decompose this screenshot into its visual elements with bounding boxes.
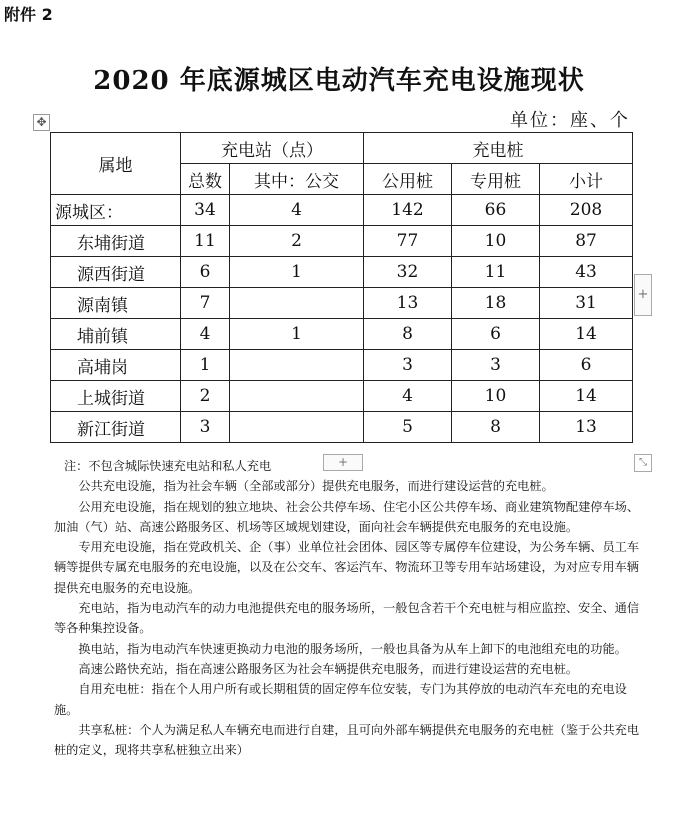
- row-public: 13: [364, 288, 452, 319]
- row-bus: [230, 381, 364, 412]
- row-public: 3: [364, 350, 452, 381]
- note-paragraph: 换电站，指为电动汽车快速更换动力电池的服务场所，一般也具备为从车上卸下的电池组充电的功能。: [78, 641, 627, 656]
- row-total: 34: [181, 195, 230, 226]
- row-bus: [230, 350, 364, 381]
- table-row: [51, 226, 633, 257]
- row-total: 7: [181, 288, 230, 319]
- row-bus: 1: [230, 257, 364, 288]
- header-stations-group: 充电站（点）: [181, 133, 364, 164]
- row-bus: [230, 412, 364, 443]
- document-title: 2020 年底源城区电动汽车充电设施现状: [93, 66, 585, 96]
- row-area: 新江街道: [51, 412, 181, 443]
- note-paragraph: 注：不包含城际快速充电站和私人充电: [64, 459, 272, 473]
- note-paragraph: 共享私桩：个人为满足私人车辆充电而进行自建，且可向外部车辆提供充电服务的充电桩（鉴于公共充电桩的定义，现将共享私桩独立出来）: [54, 722, 640, 758]
- row-total: 2: [181, 381, 230, 412]
- table-row: [51, 381, 633, 412]
- header-bus: 其中：公交: [230, 164, 364, 195]
- row-dedicated: 18: [452, 288, 540, 319]
- row-area: 上城街道: [51, 381, 181, 412]
- table-row: [51, 257, 633, 288]
- row-subtotal: 6: [540, 350, 633, 381]
- unit-label: 单位：座、个: [510, 110, 630, 131]
- row-dedicated: 66: [452, 195, 540, 226]
- note-paragraph: 充电站，指为电动汽车的动力电池提供充电的服务场所，一般包含若干个充电桩与相应监控、安全、通信等各种集控设备。: [54, 601, 640, 636]
- row-area: 源南镇: [51, 288, 181, 319]
- note-paragraph: 自用充电桩：指在个人用户所有或长期租赁的固定停车位安装，专门为其停放的电动汽车充电的充电设施。: [54, 682, 627, 717]
- table-row: [51, 350, 633, 381]
- row-area: 源西街道: [51, 257, 181, 288]
- row-bus: 2: [230, 226, 364, 257]
- row-public: 32: [364, 257, 452, 288]
- notes-section: [54, 456, 650, 760]
- table-move-handle-icon[interactable]: ✥: [33, 114, 50, 131]
- table-resize-icon[interactable]: ⤡: [634, 454, 652, 472]
- row-dedicated: 11: [452, 257, 540, 288]
- row-bus: 1: [230, 319, 364, 350]
- row-dedicated: 10: [452, 226, 540, 257]
- row-total: 1: [181, 350, 230, 381]
- add-column-button[interactable]: +: [634, 274, 652, 316]
- row-area: 高埔岗: [51, 350, 181, 381]
- row-subtotal: 13: [540, 412, 633, 443]
- row-bus: 4: [230, 195, 364, 226]
- header-area: 属地: [51, 133, 181, 195]
- row-subtotal: 208: [540, 195, 633, 226]
- row-subtotal: 43: [540, 257, 633, 288]
- row-total: 11: [181, 226, 230, 257]
- add-row-button[interactable]: +: [323, 454, 363, 471]
- table-row: [51, 195, 633, 226]
- attachment-label: 附件 2: [4, 5, 53, 24]
- row-public: 4: [364, 381, 452, 412]
- row-bus: [230, 288, 364, 319]
- row-public: 77: [364, 226, 452, 257]
- row-subtotal: 87: [540, 226, 633, 257]
- header-subtotal: 小计: [540, 164, 633, 195]
- charging-facility-table: [50, 132, 633, 443]
- row-area: 东埔街道: [51, 226, 181, 257]
- row-total: 6: [181, 257, 230, 288]
- note-paragraph: 公共充电设施，指为社会车辆（全部或部分）提供充电服务，而进行建设运营的充电桩。: [78, 479, 554, 494]
- row-dedicated: 6: [452, 319, 540, 350]
- table-row: [51, 288, 633, 319]
- header-piles-group: 充电桩: [364, 133, 633, 164]
- table-row: [51, 412, 633, 443]
- note-paragraph: 专用充电设施，指在党政机关、企（事）业单位社会团体、园区等专属停车位建设，为公务车辆、员工车辆等提供专属充电服务的充电设施，以及在公交车、客运汽车、物流环卫等专用车站场建设，为对应专用车辆提供充电服务的充电设施。: [54, 540, 640, 595]
- row-area: 埔前镇: [51, 319, 181, 350]
- header-total: 总数: [181, 164, 230, 195]
- row-subtotal: 14: [540, 381, 633, 412]
- header-public: 公用桩: [364, 164, 452, 195]
- row-dedicated: 8: [452, 412, 540, 443]
- row-dedicated: 10: [452, 381, 540, 412]
- table-header-row: [51, 133, 633, 164]
- row-total: 4: [181, 319, 230, 350]
- note-paragraph: 高速公路快充站，指在高速公路服务区为社会车辆提供充电服务，而进行建设运营的充电桩。: [78, 661, 579, 676]
- row-public: 8: [364, 319, 452, 350]
- row-subtotal: 31: [540, 288, 633, 319]
- row-subtotal: 14: [540, 319, 633, 350]
- table-row: [51, 319, 633, 350]
- row-total: 3: [181, 412, 230, 443]
- header-dedicated: 专用桩: [452, 164, 540, 195]
- note-paragraph: 公用充电设施，指在规划的独立地块、社会公共停车场、住宅小区公共停车场、商业建筑物配建停车场、加油（气）站、高速公路服务区、机场等区域规划建设，面向社会车辆提供充电服务的充电设施。: [54, 499, 640, 534]
- row-dedicated: 3: [452, 350, 540, 381]
- row-public: 142: [364, 195, 452, 226]
- row-area: 源城区：: [51, 195, 181, 226]
- row-public: 5: [364, 412, 452, 443]
